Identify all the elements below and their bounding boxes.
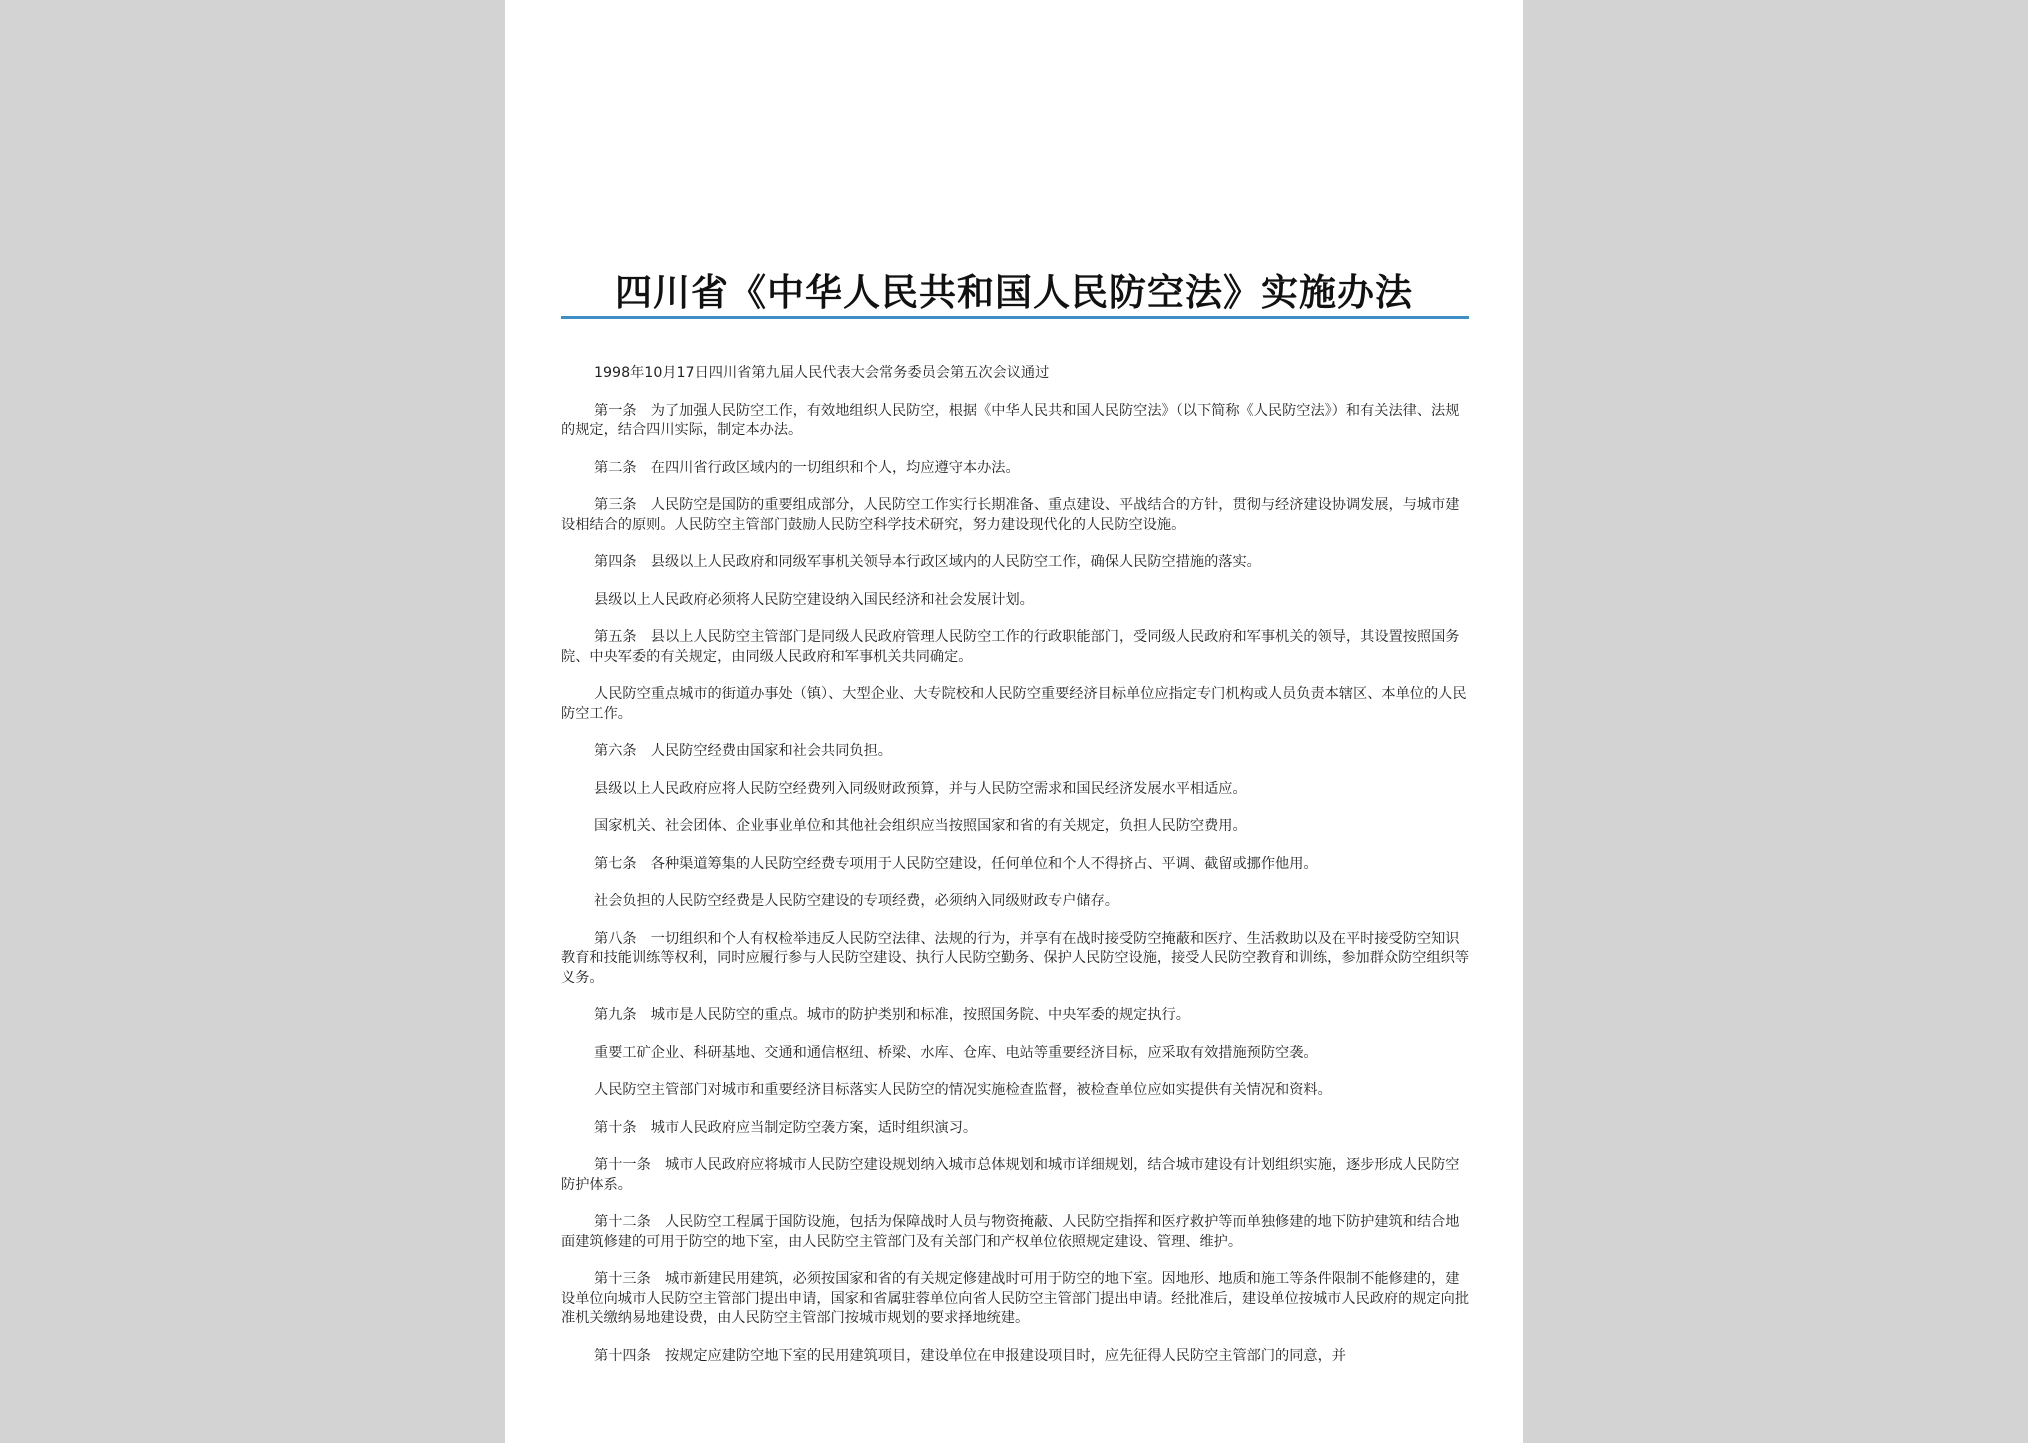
paragraph-article-10: 第十条 城市人民政府应当制定防空袭方案，适时组织演习。	[594, 1119, 978, 1136]
paragraph-article-1: 第一条 为了加强人民防空工作，有效地组织人民防空，根据《中华人民共和国人民防空法》（以下简称《人民防空法》）和有关法律、法规的规定，结合四川实际，制定本办法。	[561, 402, 1460, 438]
paragraph-article-9-c: 人民防空主管部门对城市和重要经济目标落实人民防空的情况实施检查监督，被检查单位应如实提供有关情况和资料。	[594, 1082, 1332, 1098]
paragraph-article-9: 第九条 城市是人民防空的重点。城市的防护类别和标准，按照国务院、中央军委的规定执行。	[594, 1007, 1190, 1023]
paragraph-article-8: 第八条 一切组织和个人有权检举违反人民防空法律、法规的行为，并享有在战时接受防空掩蔽和医疗、生活救助以及在平时接受防空知识教育和技能训练等权利，同时应履行参与人民防空建设、执行人民防空勤务、保护人民防空设施，接受人民防空教育和训练，参加群众防空组织等义务。	[561, 930, 1470, 986]
paragraph-article-6-b: 县级以上人民政府应将人民防空经费列入同级财政预算，并与人民防空需求和国民经济发展水平相适应。	[594, 780, 1247, 797]
paragraph-article-5: 第五条 县以上人民防空主管部门是同级人民政府管理人民防空工作的行政职能部门，受同级人民政府和军事机关的领导，其设置按照国务院、中央军委的有关规定，由同级人民政府和军事机关共同确定。	[561, 629, 1460, 665]
paragraph-article-3: 第三条 人民防空是国防的重要组成部分，人民防空工作实行长期准备、重点建设、平战结合的方针，贯彻与经济建设协调发展，与城市建设相结合的原则。人民防空主管部门鼓励人民防空科学技术研究，努力建设现代化的人民防空设施。	[561, 497, 1460, 533]
document-body	[561, 364, 1469, 1384]
document-title: 四川省《中华人民共和国人民防空法》实施办法	[615, 270, 1413, 314]
paragraph-article-5-b: 人民防空重点城市的街道办事处（镇）、大型企业、大专院校和人民防空重要经济目标单位应指定专门机构或人员负责本辖区、本单位的人民防空工作。	[561, 686, 1467, 722]
paragraph-article-7: 第七条 各种渠道筹集的人民防空经费专项用于人民防空建设，任何单位和个人不得挤占、平调、截留或挪作他用。	[594, 855, 1318, 872]
paragraph-article-12: 第十二条 人民防空工程属于国防设施，包括为保障战时人员与物资掩蔽、人民防空指挥和医疗救护等而单独修建的地下防护建筑和结合地面建筑修建的可用于防空的地下室，由人民防空主管部门及有关部门和产权单位依照规定建设、管理、维护。	[561, 1214, 1460, 1250]
paragraph-article-7-b: 社会负担的人民防空经费是人民防空建设的专项经费，必须纳入同级财政专户储存。	[594, 893, 1119, 909]
paragraph-article-9-b: 重要工矿企业、科研基地、交通和通信枢纽、桥梁、水库、仓库、电站等重要经济目标，应采取有效措施预防空袭。	[594, 1044, 1318, 1061]
paragraph-article-6-c: 国家机关、社会团体、企业事业单位和其他社会组织应当按照国家和省的有关规定，负担人民防空费用。	[594, 818, 1247, 834]
paragraph-article-6: 第六条 人民防空经费由国家和社会共同负担。	[594, 743, 892, 759]
document-page	[505, 0, 1523, 1443]
paragraph-article-2: 第二条 在四川省行政区域内的一切组织和个人，均应遵守本办法。	[594, 459, 1020, 476]
paragraph-article-13: 第十三条 城市新建民用建筑，必须按国家和省的有关规定修建战时可用于防空的地下室。因地形、地质和施工等条件限制不能修建的，建设单位向城市人民防空主管部门提出申请，国家和省属驻蓉单位向省人民防空主管部门提出申请。经批准后，建设单位按城市人民政府的规定向批准机关缴纳易地建设费，由人民防空主管部门按城市规划的要求择地统建。	[561, 1271, 1470, 1326]
paragraph-article-11: 第十一条 城市人民政府应将城市人民防空建设规划纳入城市总体规划和城市详细规划，结合城市建设有计划组织实施，逐步形成人民防空防护体系。	[561, 1157, 1460, 1193]
paragraph-article-4: 第四条 县级以上人民政府和同级军事机关领导本行政区域内的人民防空工作，确保人民防空措施的落实。	[594, 554, 1261, 570]
paragraph-article-14: 第十四条 按规定应建防空地下室的民用建筑项目，建设单位在申报建设项目时，应先征得人民防空主管部门的同意，并	[594, 1347, 1346, 1364]
paragraph-article-4-b: 县级以上人民政府必须将人民防空建设纳入国民经济和社会发展计划。	[594, 591, 1034, 608]
title-divider	[561, 316, 1469, 319]
paragraph-date: 1998年10月17日四川省第九届人民代表大会常务委员会第五次会议通过	[594, 365, 1050, 381]
